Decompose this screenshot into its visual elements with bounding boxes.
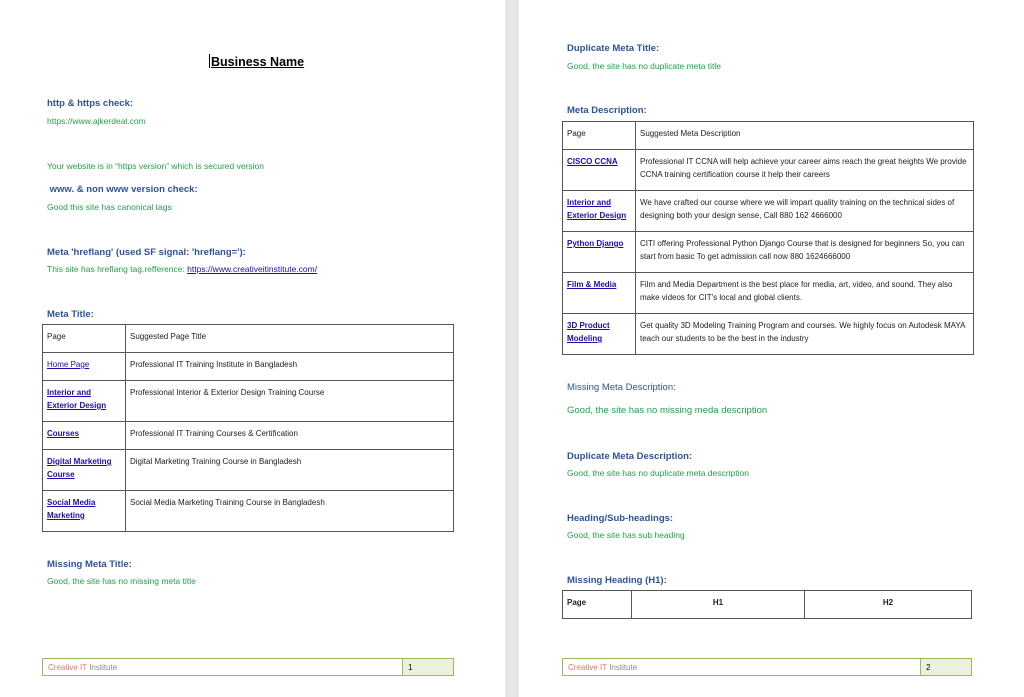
heading-heading: Heading/Sub-headings: [567, 513, 674, 524]
table-row [43, 422, 454, 450]
table-row [43, 381, 454, 422]
table-row [43, 450, 454, 491]
http-url: https://www.ajkerdeal.com [47, 116, 146, 126]
table-row [563, 232, 974, 273]
http-heading: http & https check: [47, 98, 134, 109]
meta-desc-heading: Meta Description: [567, 105, 647, 116]
page-cell[interactable]: 3D Product Modeling [563, 314, 636, 355]
desc-cell: Get quality 3D Modeling Training Program and courses. We highly focus on Autodesk MAYA teach our students to be the best in the industry [636, 314, 974, 355]
page-cell[interactable]: Home Page [43, 353, 126, 381]
header-cell: Suggested Meta Description [636, 122, 974, 150]
footer-brand: Creative IT Institute [563, 659, 921, 675]
page-footer [562, 658, 972, 676]
www-status: Good this site has canonical tags [47, 202, 172, 212]
meta-desc-table [562, 121, 974, 355]
dup-desc-status: Good, the site has no duplicate meta description [567, 468, 749, 478]
footer-brand: Creative IT Institute [43, 659, 403, 675]
title-cell: Social Media Marketing Training Course in Bangladesh [126, 491, 454, 532]
dup-title-heading: Duplicate Meta Title: [567, 43, 660, 54]
page-number: 2 [921, 659, 971, 675]
page-cell[interactable]: Python Django [563, 232, 636, 273]
title-cell: Professional IT Training Institute in Bangladesh [126, 353, 454, 381]
heading-status: Good, the site has sub heading [567, 530, 685, 540]
title-cell: Digital Marketing Training Course in Bangladesh [126, 450, 454, 491]
page-cell[interactable]: Social Media Marketing [43, 491, 126, 532]
table-row [563, 150, 974, 191]
page-cell[interactable]: Digital Marketing Course [43, 450, 126, 491]
page-footer [42, 658, 454, 676]
table-row [563, 314, 974, 355]
missing-desc-heading: Missing Meta Description: [567, 382, 676, 393]
meta-title-heading: Meta Title: [47, 309, 94, 320]
hreflang-heading: Meta 'hreflang' (used SF signal: 'hreflang='): [47, 247, 246, 258]
desc-cell: CITI offering Professional Python Django Course that is designed for beginners So, you can start from basic To get admission call now 880 1624666000 [636, 232, 974, 273]
page-cell[interactable]: Interior and Exterior Design [563, 191, 636, 232]
table-header-row [43, 325, 454, 353]
desc-cell: Film and Media Department is the best place for media, art, video, and sound. They also make videos for CIT's local and global clients. [636, 273, 974, 314]
table-row [563, 273, 974, 314]
page-cell[interactable]: Film & Media [563, 273, 636, 314]
business-name-title: Business Name [211, 55, 305, 69]
table-row [43, 491, 454, 532]
www-heading: www. & non www version check: [47, 184, 198, 195]
dup-desc-heading: Duplicate Meta Description: [567, 451, 693, 462]
page-cell[interactable]: Courses [43, 422, 126, 450]
hreflang-link[interactable]: https://www.creativeitinstitute.com/ [187, 264, 318, 274]
page-number: 1 [403, 659, 453, 675]
table-row [563, 191, 974, 232]
dup-title-status: Good, the site has no duplicate meta title [567, 61, 722, 71]
h1-table [562, 590, 972, 619]
title-cell: Professional Interior & Exterior Design Training Course [126, 381, 454, 422]
title-cell: Professional IT Training Courses & Certification [126, 422, 454, 450]
missing-desc-status: Good, the site has no missing meda description [567, 405, 768, 416]
https-status: Your website is in “https version” which is secured version [47, 161, 265, 171]
meta-title-table [42, 324, 454, 532]
missing-title-heading: Missing Meta Title: [47, 559, 132, 570]
page-cell[interactable]: Interior and Exterior Design [43, 381, 126, 422]
document-page-2 [519, 0, 1024, 697]
hreflang-status: This site has hreflang tag.refference: https://www.creativeitinstitute.com/ [47, 264, 318, 274]
table-row [43, 353, 454, 381]
document-page-1 [0, 0, 505, 697]
desc-cell: We have crafted our course where we will impart quality training on the technical sides of designing both your design sense, Call 880 162 4666000 [636, 191, 974, 232]
header-cell: H1 [632, 591, 805, 619]
header-cell: Suggested Page Title [126, 325, 454, 353]
missing-h1-heading: Missing Heading (H1): [567, 575, 667, 586]
header-cell: Page [563, 591, 632, 619]
header-cell: Page [43, 325, 126, 353]
table-header-row [563, 122, 974, 150]
table-header-row [563, 591, 972, 619]
page-cell[interactable]: CISCO CCNA [563, 150, 636, 191]
header-cell: H2 [805, 591, 972, 619]
desc-cell: Professional IT CCNA will help achieve your career aims reach the great heights We provide CCNA training certification course it help their careers [636, 150, 974, 191]
missing-title-status: Good, the site has no missing meta title [47, 576, 196, 586]
text-cursor [209, 54, 210, 68]
header-cell: Page [563, 122, 636, 150]
